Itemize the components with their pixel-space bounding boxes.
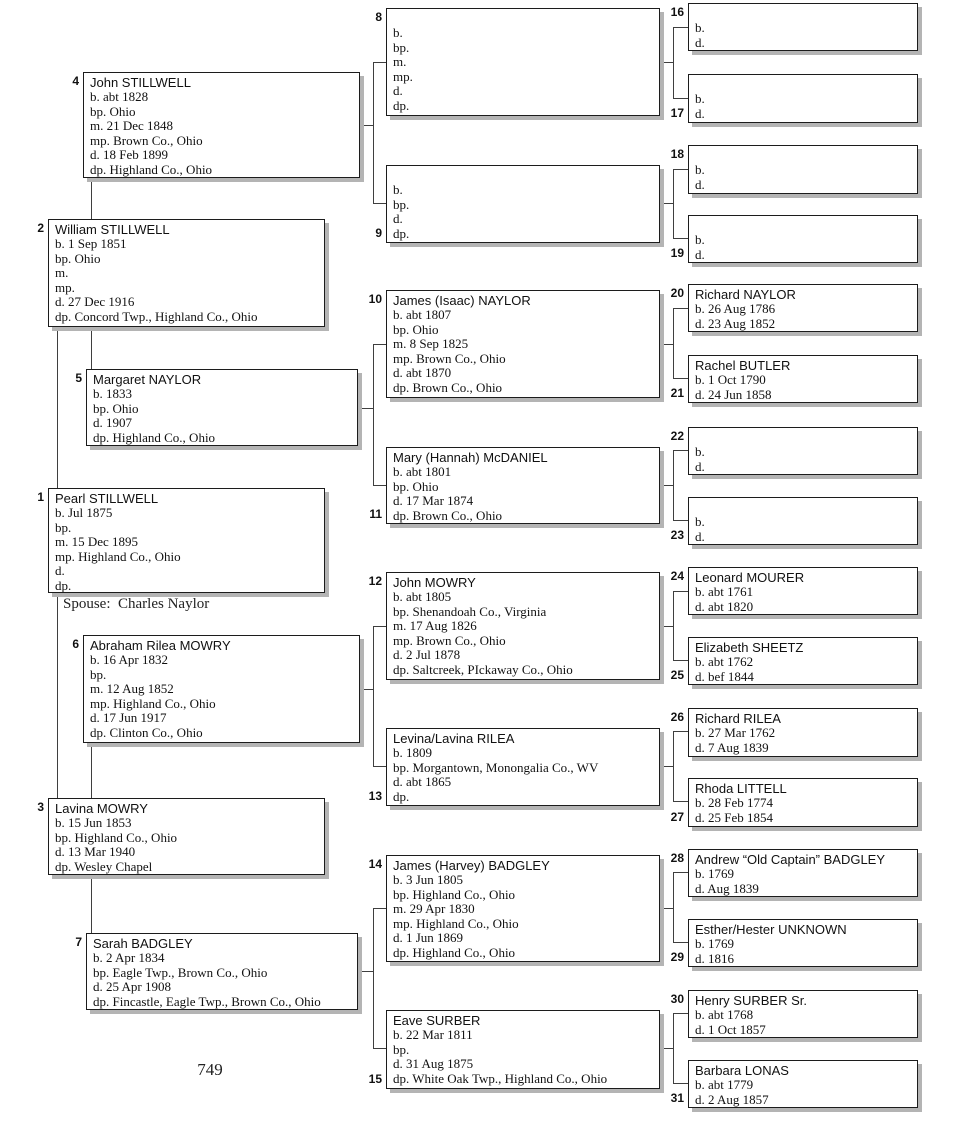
person-detail: dp. Wesley Chapel [55,858,153,874]
connector-line [358,971,373,972]
person-detail: d. 25 Apr 1908 [93,979,171,994]
person-detail: d. 25 Feb 1854 [695,809,773,825]
person-detail: d. 2 Aug 1857 [695,1091,769,1107]
person-box-26 [688,708,918,757]
connector-line [660,62,673,63]
person-detail: d. 1 Jun 1869 [393,930,464,945]
person-box-20 [688,284,918,332]
person-detail: bp. Eagle Twp., Brown Co., Ohio [93,964,268,980]
person-name-26: Richard RILEA [695,711,781,726]
person-detail: m. [55,265,69,280]
connector-line [673,873,674,943]
person-detail: b. 1 Oct 1790 [695,372,766,387]
person-detail: b. 3 Jun 1805 [393,872,464,887]
person-name-11: Mary (Hannah) McDANIEL [393,450,548,465]
person-detail: b. Jul 1875 [55,505,113,520]
person-detail: b. 16 Apr 1832 [90,652,168,667]
person-name-13: Levina/Lavina RILEA [393,731,515,746]
person-detail: mp. Brown Co., Ohio [393,632,506,648]
person-detail: d. 17 Jun 1917 [90,710,167,725]
person-name-17 [695,77,917,92]
connector-line [673,378,688,379]
person-number-6: 6 [72,637,79,651]
person-detail: b. 1 Sep 1851 [55,236,127,251]
person-box-7 [86,933,358,1010]
person-detail: mp. [393,68,413,84]
person-detail: d. [695,528,705,544]
person-name-31: Barbara LONAS [695,1063,789,1078]
person-detail: bp. Shenandoah Co., Virginia [393,603,547,619]
person-detail: b. 26 Aug 1786 [695,301,776,316]
person-box-13 [386,728,660,806]
person-detail: dp. Highland Co., Ohio [93,429,216,445]
person-number-13: 13 [368,789,382,803]
person-box-9 [386,165,660,243]
spouse-note: Spouse: Charles Naylor [63,596,210,612]
person-number-20: 20 [670,286,684,300]
person-box-18 [688,145,918,194]
person-box-31 [688,1060,918,1108]
person-name-9 [393,168,659,183]
person-detail: m. [393,54,407,69]
person-detail: dp. Saltcreek, PIckaway Co., Ohio [393,661,573,677]
person-number-14: 14 [368,857,382,871]
person-detail: m. 12 Aug 1852 [90,681,174,696]
person-number-23: 23 [670,528,684,542]
connector-line [673,308,688,309]
person-box-14 [386,855,660,962]
person-number-7: 7 [75,935,82,949]
person-detail: b. abt 1768 [695,1007,754,1022]
person-detail: d. Aug 1839 [695,880,759,896]
person-detail: bp. Ohio [55,250,101,266]
person-box-29 [688,919,918,967]
person-detail: d. [55,563,65,578]
connector-line [673,660,688,661]
person-number-12: 12 [368,574,382,588]
connector-line [373,626,386,627]
person-box-3 [48,798,325,875]
connector-line [373,485,386,486]
person-detail: mp. Brown Co., Ohio [393,350,506,366]
person-box-16 [688,3,918,51]
connector-line [373,203,386,204]
person-detail: d. [695,34,705,50]
connector-line [673,451,674,521]
person-detail: d. 17 Mar 1874 [393,493,474,508]
connector-line [360,125,373,126]
person-detail: d. 23 Aug 1852 [695,315,776,331]
person-box-27 [688,778,918,827]
person-detail: dp. Highland Co., Ohio [90,161,213,177]
connector-line [358,408,373,409]
connector-line [673,801,688,802]
connector-line [673,591,674,661]
person-box-28 [688,849,918,897]
connector-line [360,689,373,690]
person-detail: d. 18 Feb 1899 [90,147,168,162]
person-detail: m. 15 Dec 1895 [55,534,139,549]
person-detail: mp. Highland Co., Ohio [90,695,216,711]
connector-line [673,1013,688,1014]
person-detail: mp. Highland Co., Ohio [393,915,519,931]
connector-line [660,908,673,909]
connector-line [660,344,673,345]
connector-line [91,178,92,219]
person-name-10: James (Isaac) NAYLOR [393,293,531,308]
person-name-21: Rachel BUTLER [695,358,791,373]
person-detail: d. 27 Dec 1916 [55,294,135,309]
person-name-12: John MOWRY [393,575,476,590]
person-detail: d. [393,211,403,226]
connector-line [673,169,674,239]
person-detail: b. 1833 [93,386,132,401]
person-name-8 [393,11,659,26]
connector-line [373,62,386,63]
person-detail: mp. [55,279,75,295]
person-number-29: 29 [670,950,684,964]
person-number-22: 22 [670,429,684,443]
person-detail: b. [695,232,705,247]
person-detail: b. 1809 [393,745,432,760]
person-name-29: Esther/Hester UNKNOWN [695,922,847,937]
person-detail: dp. Brown Co., Ohio [393,507,503,523]
connector-line [57,327,58,488]
person-number-9: 9 [375,226,382,240]
person-detail: d. 1816 [695,950,734,966]
person-detail: bp. Ohio [90,103,136,119]
person-box-19 [688,215,918,263]
connector-line [373,344,386,345]
person-detail: bp. [90,666,107,682]
connector-line [673,942,688,943]
person-box-5 [86,369,358,446]
person-box-23 [688,497,918,545]
connector-line [373,1048,386,1049]
person-detail: d. [695,176,705,192]
person-name-7: Sarah BADGLEY [93,936,193,951]
person-box-4 [83,72,360,178]
person-detail: m. 17 Aug 1826 [393,618,477,633]
person-name-4: John STILLWELL [90,75,191,90]
person-detail: b. [695,91,705,106]
person-box-6 [83,635,360,743]
person-detail: dp. White Oak Twp., Highland Co., Ohio [393,1070,608,1086]
person-box-25 [688,637,918,685]
connector-line [673,1083,688,1084]
person-detail: d. [695,105,705,121]
person-detail: b. [695,162,705,177]
connector-line [673,169,688,170]
person-name-2: William STILLWELL [55,222,170,237]
person-box-1 [48,488,325,593]
person-number-19: 19 [670,246,684,260]
person-name-19 [695,218,917,233]
person-detail: b. [393,25,403,40]
person-detail: dp. Brown Co., Ohio [393,379,503,395]
person-name-20: Richard NAYLOR [695,287,796,302]
connector-line [373,908,386,909]
person-detail: b. 22 Mar 1811 [393,1027,473,1042]
person-number-25: 25 [670,668,684,682]
person-detail: b. 15 Jun 1853 [55,815,132,830]
person-detail: m. 21 Dec 1848 [90,118,174,133]
person-number-27: 27 [670,810,684,824]
connector-line [673,27,674,98]
connector-line [91,875,92,933]
person-detail: b. abt 1761 [695,584,754,599]
person-detail: b. [393,182,403,197]
person-box-2 [48,219,325,327]
connector-line [660,1048,673,1049]
person-box-8 [386,8,660,116]
connector-line [673,591,688,592]
person-name-5: Margaret NAYLOR [93,372,202,387]
person-detail: b. [695,20,705,35]
person-detail: d. abt 1820 [695,598,754,614]
person-detail: b. abt 1807 [393,307,452,322]
person-detail: m. 8 Sep 1825 [393,336,469,351]
person-detail: bp. Morgantown, Monongalia Co., WV [393,759,599,775]
person-detail: dp. [393,97,410,113]
person-detail: dp. Concord Twp., Highland Co., Ohio [55,308,258,324]
person-detail: b. 1769 [695,866,734,881]
person-box-10 [386,290,660,398]
person-detail: b. abt 1779 [695,1077,754,1092]
connector-line [673,520,688,521]
connector-line [373,766,386,767]
person-number-2: 2 [37,221,44,235]
person-box-11 [386,447,660,524]
person-detail: b. abt 1801 [393,464,452,479]
person-detail: d. 1 Oct 1857 [695,1021,766,1037]
person-detail: d. abt 1870 [393,365,452,380]
connector-line [673,450,688,451]
person-detail: b. abt 1828 [90,89,149,104]
person-detail: bp. Ohio [393,478,439,494]
person-name-16 [695,6,917,21]
person-detail: mp. Brown Co., Ohio [90,132,203,148]
person-detail: d. [393,83,403,98]
person-detail: b. 2 Apr 1834 [93,950,165,965]
person-detail: dp. Fincastle, Eagle Twp., Brown Co., Ohio [93,993,321,1009]
person-name-27: Rhoda LITTELL [695,781,787,796]
connector-line [673,98,688,99]
person-detail: d. abt 1865 [393,774,452,789]
person-number-4: 4 [72,74,79,88]
person-number-10: 10 [368,292,382,306]
person-detail: b. abt 1805 [393,589,452,604]
person-detail: dp. Highland Co., Ohio [393,944,516,960]
person-number-1: 1 [37,490,44,504]
person-number-24: 24 [670,569,684,583]
person-number-28: 28 [670,851,684,865]
person-detail: b. 28 Feb 1774 [695,795,773,810]
person-name-30: Henry SURBER Sr. [695,993,807,1008]
person-number-26: 26 [670,710,684,724]
person-detail: d. [695,458,705,474]
connector-line [373,626,374,766]
person-detail: bp. [393,1041,410,1057]
person-name-23 [695,500,917,515]
person-number-15: 15 [368,1072,382,1086]
person-number-3: 3 [37,800,44,814]
person-detail: d. bef 1844 [695,668,754,684]
person-detail: m. 29 Apr 1830 [393,901,475,916]
person-detail: bp. Ohio [393,321,439,337]
connector-line [660,485,673,486]
person-number-17: 17 [670,106,684,120]
page-number: 749 [197,1060,223,1079]
person-box-21 [688,355,918,403]
connector-line [673,27,688,28]
person-detail: b. 27 Mar 1762 [695,725,776,740]
person-detail: b. abt 1762 [695,654,754,669]
person-detail: d. [695,246,705,262]
person-name-6: Abraham Rilea MOWRY [90,638,231,653]
connector-line [673,308,674,379]
person-detail: bp. [393,39,410,55]
connector-line [673,731,688,732]
person-name-25: Elizabeth SHEETZ [695,640,804,655]
person-detail: d. 31 Aug 1875 [393,1056,474,1071]
person-name-18 [695,148,917,163]
connector-line [91,743,92,798]
person-name-15: Eave SURBER [393,1013,481,1028]
person-number-21: 21 [670,386,684,400]
person-detail: bp. [55,519,72,535]
person-detail: d. 2 Jul 1878 [393,647,461,662]
person-number-31: 31 [670,1091,684,1105]
person-name-14: James (Harvey) BADGLEY [393,858,550,873]
person-detail: d. 24 Jun 1858 [695,386,772,402]
connector-line [373,908,374,1049]
person-detail: b. [695,514,705,529]
person-name-24: Leonard MOURER [695,570,805,585]
person-box-30 [688,990,918,1038]
person-detail: b. 1769 [695,936,734,951]
person-number-5: 5 [75,371,82,385]
connector-line [673,732,674,802]
person-box-15 [386,1010,660,1089]
person-name-3: Lavina MOWRY [55,801,148,816]
person-detail: dp. [393,788,410,804]
person-name-1: Pearl STILLWELL [55,491,159,506]
connector-line [660,203,673,204]
person-detail: bp. Highland Co., Ohio [393,886,516,902]
connector-line [673,872,688,873]
person-detail: d. 7 Aug 1839 [695,739,769,755]
person-number-11: 11 [369,507,382,521]
person-detail: bp. Ohio [93,400,139,416]
connector-line [673,1014,674,1084]
person-box-22 [688,427,918,475]
connector-line [373,62,374,204]
person-box-24 [688,567,918,615]
person-number-30: 30 [670,992,684,1006]
person-detail: d. 13 Mar 1940 [55,844,136,859]
person-number-16: 16 [670,5,684,19]
connector-line [91,327,92,369]
person-detail: dp. [55,577,72,593]
person-box-12 [386,572,660,680]
person-detail: d. 1907 [93,415,132,430]
person-detail: bp. Highland Co., Ohio [55,829,178,845]
person-detail: dp. Clinton Co., Ohio [90,724,203,740]
person-detail: dp. [393,225,410,241]
person-detail: bp. [393,196,410,212]
person-name-22 [695,430,917,445]
person-name-28: Andrew “Old Captain” BADGLEY [695,852,886,867]
connector-line [373,344,374,485]
person-box-17 [688,74,918,123]
connector-line [57,593,58,798]
person-number-18: 18 [670,147,684,161]
person-detail: b. [695,444,705,459]
connector-line [660,626,673,627]
connector-line [673,238,688,239]
person-number-8: 8 [375,10,382,24]
person-detail: mp. Highland Co., Ohio [55,548,181,564]
connector-line [660,766,673,767]
